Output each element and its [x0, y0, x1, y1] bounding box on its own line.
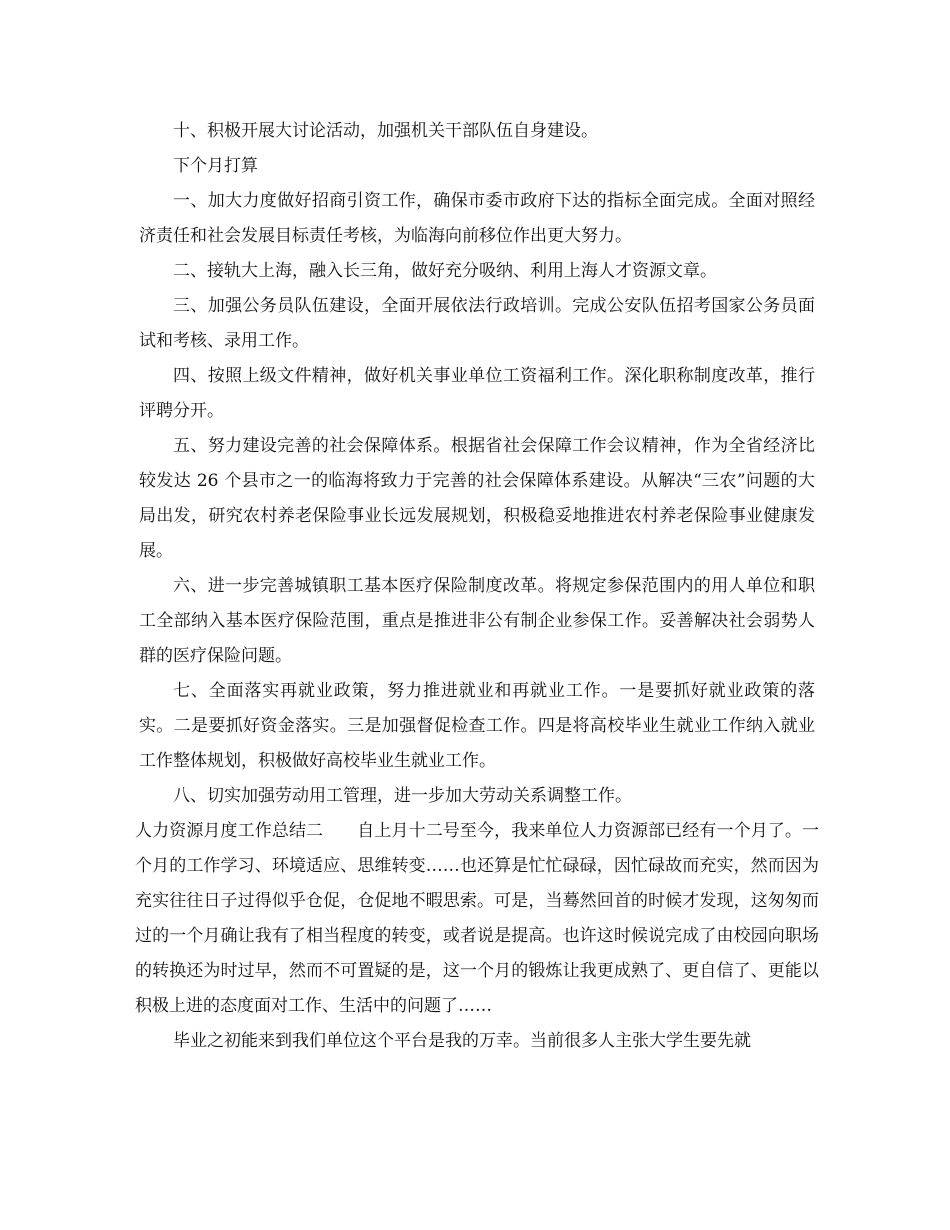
document-body — [135, 114, 820, 1059]
section-two-paragraph — [135, 814, 819, 1024]
plan-item-1: 一、加大力度做好招商引资工作，确保市委市政府下达的指标全面完成。全面对照经济责任和社会发展目标责任考核，为临海向前移位作出更大努力。 — [139, 191, 815, 246]
plan-item-3: 三、加强公务员队伍建设，全面开展依法行政培训。完成公安队伍招考国家公务员面试和考核、录用工作。 — [139, 296, 815, 351]
section-body: 自上月十二号至今，我来单位人力资源部已经有一个月了。一个月的工作学习、环境适应、思维转变……也还算是忙忙碌碌，因忙碌故而充实，然而因为充实往往日子过得似乎仓促，仓促地不暇思索。可是，当蓦然回首的时候才发现，这匆匆而过的一个月确让我有了相当程度的转变，或者说是提高。也许这时候说完成了由校园向职场的转换还为时过早，然而不可置疑的是，这一个月的锻炼让我更成熟了、更自信了、更能以积极上进的态度面对工作、生活中的问题了…… — [135, 821, 820, 1016]
paragraph-item-10: 十、积极开展大讨论活动，加强机关干部队伍自身建设。 — [173, 121, 598, 141]
plan-item-5: 五、努力建设完善的社会保障体系。根据省社会保障工作会议精神，作为全省经济比较发达 26 个县市之一的临海将致力于完善的社会保障体系建设。从解决“三农”问题的大局出发，研究农村养老保险事业长远发展规划，积极稳妥地推进农村养老保险事业健康发展。 — [139, 436, 815, 561]
plan-item-6: 六、进一步完善城镇职工基本医疗保险制度改革。将规定参保范围内的用人单位和职工全部纳入基本医疗保险范围，重点是推进非公有制企业参保工作。妥善解决社会弱势人群的医疗保险问题。 — [139, 576, 815, 666]
section-title: 人力资源月度工作总结二 — [135, 821, 324, 841]
plan-item-8: 八、切实加强劳动用工管理，进一步加大劳动关系调整工作。 — [173, 786, 632, 806]
plan-item-7: 七、全面落实再就业政策，努力推进就业和再就业工作。一是要抓好就业政策的落实。二是要抓好资金落实。三是加强督促检查工作。四是将高校毕业生就业工作纳入就业工作整体规划，积极做好高校毕业生就业工作。 — [139, 681, 815, 771]
plan-item-4: 四、按照上级文件精神，做好机关事业单位工资福利工作。深化职称制度改革，推行评聘分开。 — [139, 366, 815, 421]
last-paragraph: 毕业之初能来到我们单位这个平台是我的万幸。当前很多人主张大学生要先就 — [173, 1031, 751, 1051]
next-month-plan-heading: 下个月打算 — [173, 156, 258, 176]
plan-item-2: 二、接轨大上海，融入长三角，做好充分吸纳、利用上海人才资源文章。 — [173, 261, 717, 281]
